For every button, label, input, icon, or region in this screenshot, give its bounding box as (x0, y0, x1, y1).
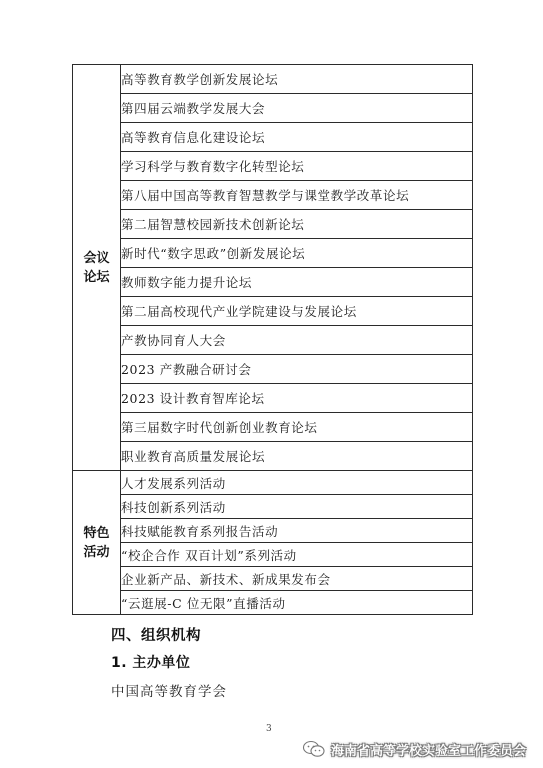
category-cell-special-activities (73, 471, 121, 615)
table-cell: 2023 设计教育智库论坛 (121, 384, 473, 413)
table-row (73, 210, 473, 239)
table-cell: 第二届高校现代产业学院建设与发展论坛 (121, 297, 473, 326)
table-row (73, 442, 473, 471)
watermark (302, 738, 526, 760)
table-cell: 企业新产品、新技术、新成果发布会 (121, 567, 473, 591)
table-row (73, 326, 473, 355)
table-row (73, 65, 473, 94)
table-row (73, 152, 473, 181)
table-row (73, 591, 473, 615)
organizer-name: 中国高等教育学会 (111, 684, 227, 700)
section-heading: 四、组织机构 (111, 628, 201, 644)
table-cell: 高等教育信息化建设论坛 (121, 123, 473, 152)
table-cell: 教师数字能力提升论坛 (121, 268, 473, 297)
wechat-icon (302, 740, 326, 758)
table-row (73, 413, 473, 442)
category-label: 论坛 (83, 269, 110, 285)
table-cell: 科技赋能教育系列报告活动 (121, 519, 473, 543)
table-row (73, 495, 473, 519)
table-row (73, 181, 473, 210)
watermark-text: 海南省高等学校实验室工作委员会 (331, 743, 527, 759)
table-row (73, 519, 473, 543)
table-row (73, 268, 473, 297)
table-cell: “校企合作 双百计划”系列活动 (121, 543, 473, 567)
table-cell: 第三届数字时代创新创业教育论坛 (121, 413, 473, 442)
table-cell: “云逛展-C 位无限”直播活动 (121, 591, 473, 615)
table-row (73, 123, 473, 152)
table-cell: 高等教育教学创新发展论坛 (121, 65, 473, 94)
category-label: 活动 (83, 544, 110, 560)
table-cell: 科技创新系列活动 (121, 495, 473, 519)
activities-table (72, 64, 473, 615)
table-cell: 第四届云端教学发展大会 (121, 94, 473, 123)
table-row (73, 355, 473, 384)
category-cell-conferences (73, 65, 121, 471)
table-cell: 第八届中国高等教育智慧教学与课堂教学改革论坛 (121, 181, 473, 210)
organizer-subheading: 1. 主办单位 (111, 655, 191, 671)
table-row (73, 471, 473, 495)
table-cell: 新时代“数字思政”创新发展论坛 (121, 239, 473, 268)
table-cell: 2023 产教融合研讨会 (121, 355, 473, 384)
table-row (73, 567, 473, 591)
table-row (73, 297, 473, 326)
table-cell: 人才发展系列活动 (121, 471, 473, 495)
table-row (73, 94, 473, 123)
table-cell: 学习科学与教育数字化转型论坛 (121, 152, 473, 181)
table-cell: 产教协同育人大会 (121, 326, 473, 355)
page-number: 3 (266, 724, 272, 734)
table-cell: 第二届智慧校园新技术创新论坛 (121, 210, 473, 239)
table-row (73, 384, 473, 413)
category-label: 会议 (83, 250, 110, 266)
category-label: 特色 (83, 525, 110, 541)
table-row (73, 239, 473, 268)
table-row (73, 543, 473, 567)
table-cell: 职业教育高质量发展论坛 (121, 442, 473, 471)
